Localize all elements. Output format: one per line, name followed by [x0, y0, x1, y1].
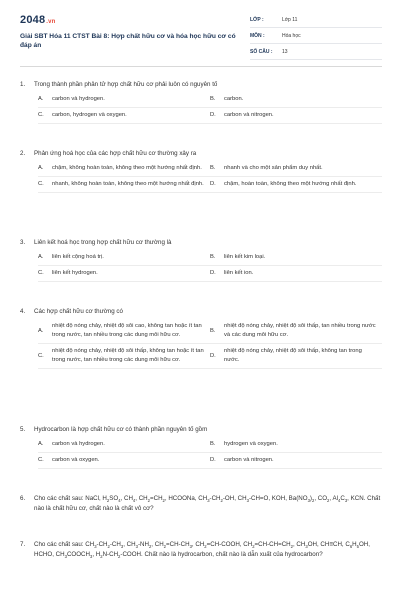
question-text: Cho các chất sau: $CH_3-CH_2-CH_3$, $CH_3-NH_2$, $CH_2=CH-CH_3$, $CH_2=CH$-COOH, $CH_2=CH-CH=CH_2$, $CH_3OH$, CH≡CH, $C_6H_5OH$, HCHO, $CH_3COOCH_3$, $H_2N-CH_2$-COOH. Chất nào là hydrocarbon, chất nào là dẫn xuất của hydrocarbon? — [34, 541, 370, 560]
meta-key: LỚP : — [250, 16, 264, 23]
page-title: Giải SBT Hóa 11 CTST Bài 8: Hợp chất hữu cơ và hóa học hữu cơ có đáp án — [20, 33, 236, 49]
option-letter: B. — [210, 165, 216, 171]
option-d[interactable] — [210, 453, 382, 469]
question-4 — [20, 307, 382, 369]
option-a[interactable] — [38, 437, 210, 453]
option-text: hydrogen và oxygen. — [224, 441, 278, 447]
question-3 — [20, 238, 382, 282]
option-text: carbon, hydrogen và oxygen. — [52, 112, 127, 118]
option-text: carbon và hydrogen. — [52, 96, 105, 102]
option-text: nhiệt độ nóng chảy, nhiệt độ sôi cao, không tan hoặc ít tan trong nước, tan nhiều trong các dung môi hữu cơ. — [52, 323, 202, 338]
options-grid — [38, 250, 382, 282]
meta-row-subject — [250, 28, 382, 44]
option-letter: A. — [38, 441, 44, 447]
site-logo[interactable] — [20, 14, 56, 26]
question-number: 2. — [20, 150, 26, 157]
question-7 — [20, 540, 382, 560]
option-b[interactable] — [210, 250, 382, 266]
option-text: chậm, hoàn toàn, không theo một hướng nhất định. — [224, 181, 357, 187]
meta-table — [250, 12, 382, 60]
option-d[interactable] — [210, 108, 382, 124]
question-stem — [20, 540, 382, 560]
question-number: 7. — [20, 541, 26, 548]
option-a[interactable] — [38, 250, 210, 266]
option-text: nhanh và cho một sản phẩm duy nhất. — [224, 165, 323, 171]
option-text: carbon và oxygen. — [52, 457, 100, 463]
meta-value: 13 — [282, 48, 288, 55]
meta-row-count — [250, 44, 382, 60]
option-text: chậm, không hoàn toàn, không theo một hướng nhất định. — [52, 165, 202, 171]
option-text: liên kết ion. — [224, 270, 254, 276]
option-letter: D. — [210, 457, 216, 463]
meta-key: SỐ CÂU : — [250, 48, 273, 55]
option-letter: C. — [38, 112, 44, 118]
question-text: Cho các chất sau: NaCl, $H_2SO_4$, $CH_4$, $CH_2=CH_2$, HCOONa, $CH_3-CH_2-OH$, $CH_3-CH=O$, KOH, $Ba(NO_3)_2$, $CO_2$, $Al_4C_3$, KCN. Chất nào là chất hữu cơ, chất nào là chất vô cơ? — [34, 495, 381, 512]
question-stem — [20, 494, 382, 514]
option-text: liên kết cộng hoá trị. — [52, 254, 104, 260]
option-c[interactable] — [38, 344, 210, 369]
question-text: Phản ứng hoá học của các hợp chất hữu cơ thường xảy ra — [34, 150, 197, 157]
question-text: Liên kết hoá học trong hợp chất hữu cơ thường là — [34, 239, 172, 246]
option-d[interactable] — [210, 177, 382, 193]
meta-row-class — [250, 12, 382, 28]
question-text: Hydrocarbon là hợp chất hữu cơ có thành phần nguyên tố gồm — [34, 426, 208, 433]
page-header — [0, 0, 400, 64]
option-text: carbon. — [224, 96, 244, 102]
meta-value: Lớp 11 — [282, 16, 298, 23]
option-b[interactable] — [210, 319, 382, 344]
option-a[interactable] — [38, 161, 210, 177]
question-text: Các hợp chất hữu cơ thường có — [34, 308, 123, 315]
option-letter: A. — [38, 165, 44, 171]
option-letter: A. — [38, 96, 44, 102]
question-stem — [20, 238, 382, 248]
question-2 — [20, 149, 382, 193]
question-text: Trong thành phần phân tử hợp chất hữu cơ phải luôn có nguyên tố — [34, 81, 218, 88]
question-stem — [20, 425, 382, 435]
option-letter: C. — [38, 270, 44, 276]
question-6 — [20, 494, 382, 514]
question-stem — [20, 149, 382, 159]
option-text: carbon và hydrogen. — [52, 441, 105, 447]
question-5 — [20, 425, 382, 469]
option-d[interactable] — [210, 266, 382, 282]
options-grid — [38, 161, 382, 193]
option-c[interactable] — [38, 453, 210, 469]
option-letter: C. — [38, 352, 44, 359]
option-letter: C. — [38, 181, 44, 187]
option-text: nhanh, không hoàn toàn, không theo một hướng nhất định. — [52, 181, 204, 187]
option-letter: A. — [38, 327, 44, 334]
option-b[interactable] — [210, 161, 382, 177]
meta-value: Hóa học — [282, 32, 301, 39]
options-grid — [38, 319, 382, 369]
option-letter: B. — [210, 441, 216, 447]
question-number: 5. — [20, 426, 26, 433]
logo-text: 2048 — [20, 14, 46, 26]
option-b[interactable] — [210, 92, 382, 108]
option-a[interactable] — [38, 92, 210, 108]
option-text: nhiệt độ nóng chảy, nhiệt độ sôi thấp, không tan trong nước. — [224, 348, 362, 363]
question-1 — [20, 80, 382, 124]
option-c[interactable] — [38, 177, 210, 193]
option-d[interactable] — [210, 344, 382, 369]
options-grid — [38, 437, 382, 469]
question-stem — [20, 307, 382, 317]
option-c[interactable] — [38, 266, 210, 282]
question-number: 1. — [20, 81, 26, 88]
option-letter: D. — [210, 352, 216, 359]
header-divider — [20, 66, 382, 67]
question-number: 4. — [20, 308, 26, 315]
meta-key: MÔN : — [250, 32, 265, 39]
option-text: nhiệt độ nóng chảy, nhiệt độ sôi thấp, không tan hoặc ít tan trong nước, tan nhiều trong các dung môi hữu cơ. — [52, 348, 204, 363]
question-stem — [20, 80, 382, 90]
option-letter: A. — [38, 254, 44, 260]
option-letter: D. — [210, 270, 216, 276]
option-letter: B. — [210, 254, 216, 260]
question-number: 3. — [20, 239, 26, 246]
option-text: nhiệt độ nóng chảy, nhiệt độ sôi thấp, tan nhiều trong nước và các dung môi hữu cơ. — [224, 323, 376, 338]
question-number: 6. — [20, 495, 26, 502]
option-a[interactable] — [38, 319, 210, 344]
options-grid — [38, 92, 382, 124]
option-text: carbon và nitrogen. — [224, 457, 274, 463]
option-letter: B. — [210, 327, 216, 334]
option-text: liên kết kim loại. — [224, 254, 266, 260]
option-text: liên kết hydrogen. — [52, 270, 98, 276]
option-letter: C. — [38, 457, 44, 463]
option-letter: D. — [210, 181, 216, 187]
logo-suffix: .vn — [46, 19, 56, 25]
option-b[interactable] — [210, 437, 382, 453]
option-letter: B. — [210, 96, 216, 102]
option-c[interactable] — [38, 108, 210, 124]
option-letter: D. — [210, 112, 216, 118]
option-text: carbon và nitrogen. — [224, 112, 274, 118]
